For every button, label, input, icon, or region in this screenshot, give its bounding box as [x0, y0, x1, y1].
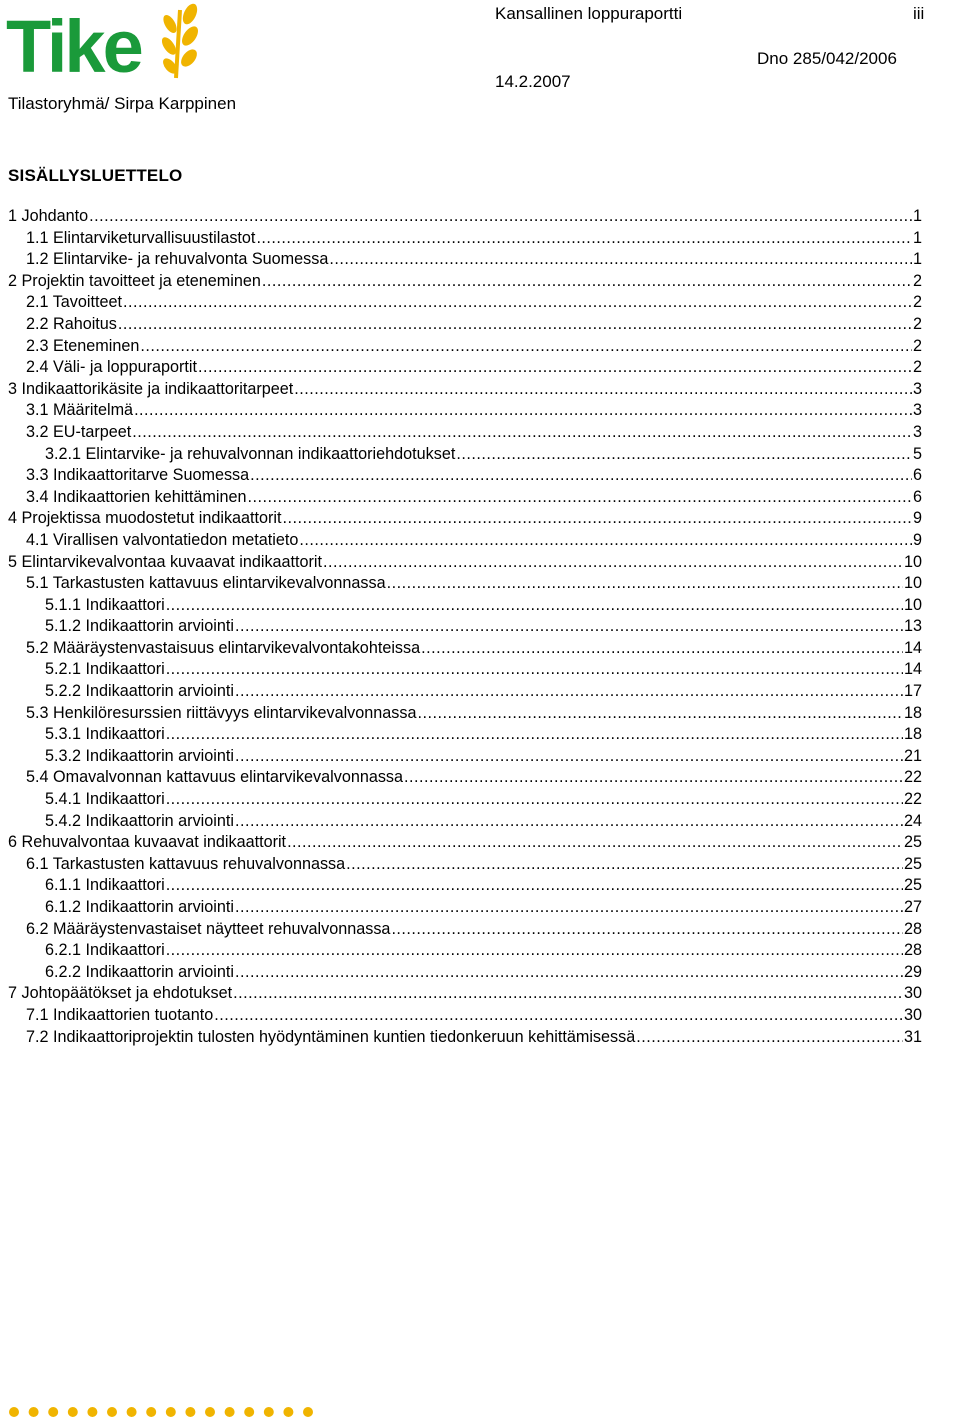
toc-entry-label: 3.3 Indikaattoritarve Suomessa [26, 466, 250, 485]
toc-leader-dots [235, 681, 903, 703]
toc-entry-page: 28 [903, 919, 922, 938]
toc-entry[interactable] [8, 897, 922, 919]
toc-entry-label: 2.2 Rahoitus [26, 314, 117, 333]
toc-entry-page: 25 [903, 854, 922, 873]
toc-entry-page: 6 [912, 487, 922, 506]
toc-entry[interactable] [8, 983, 922, 1005]
toc-entry-label: 6 Rehuvalvontaa kuvaavat indikaattorit [8, 833, 287, 852]
toc-entry-page: 29 [903, 962, 922, 981]
footer-dot [9, 1407, 19, 1417]
toc-entry-page: 22 [903, 790, 922, 809]
toc-entry[interactable] [8, 854, 922, 876]
toc-entry-page: 5 [912, 444, 922, 463]
toc-leader-dots [636, 1027, 903, 1049]
toc-leader-dots [166, 875, 903, 897]
toc-entry-label: 5.4.2 Indikaattorin arviointi [45, 811, 234, 830]
toc-entry-label: 3.2 EU-tarpeet [26, 422, 132, 441]
toc-entry-label: 2.1 Tavoitteet [26, 293, 122, 312]
toc-leader-dots [235, 962, 903, 984]
toc-entry[interactable] [8, 422, 922, 444]
toc-entry-page: 2 [912, 293, 922, 312]
toc-leader-dots [166, 940, 903, 962]
toc-entry-label: 6.1.1 Indikaattori [45, 876, 165, 895]
toc-entry[interactable] [8, 508, 922, 530]
toc-leader-dots [123, 292, 912, 314]
table-of-contents [8, 206, 922, 1048]
toc-entry[interactable] [8, 1027, 922, 1049]
document-number: Dno 285/042/2006 [757, 49, 897, 68]
toc-entry-label: 5.1.2 Indikaattorin arviointi [45, 617, 234, 636]
toc-entry-page: 9 [912, 530, 922, 549]
toc-leader-dots [198, 357, 912, 379]
toc-leader-dots [404, 767, 903, 789]
toc-entry-page: 10 [903, 595, 922, 614]
toc-entry-label: 5.2.1 Indikaattori [45, 660, 165, 679]
toc-entry-label: 3 Indikaattorikäsite ja indikaattoritarpeet [8, 379, 294, 398]
toc-entry-page: 13 [903, 617, 922, 636]
toc-leader-dots [256, 228, 912, 250]
toc-entry-label: 6.2.1 Indikaattori [45, 941, 165, 960]
toc-entry[interactable] [8, 1005, 922, 1027]
toc-entry[interactable] [8, 249, 922, 271]
toc-leader-dots [233, 983, 903, 1005]
toc-entry[interactable] [8, 659, 922, 681]
tike-logo [6, 2, 202, 80]
footer-dot [205, 1407, 215, 1417]
footer-dot-row [8, 1404, 960, 1420]
toc-entry-label: 3.4 Indikaattorien kehittäminen [26, 487, 247, 506]
toc-leader-dots [417, 703, 903, 725]
toc-entry-page: 2 [912, 336, 922, 355]
toc-entry-page: 10 [903, 574, 922, 593]
toc-entry-page: 10 [903, 552, 922, 571]
toc-entry-label: 5.2.2 Indikaattorin arviointi [45, 682, 234, 701]
toc-entry-page: 2 [912, 271, 922, 290]
toc-leader-dots [235, 746, 903, 768]
toc-entry[interactable] [8, 228, 922, 250]
toc-entry[interactable] [8, 552, 922, 574]
toc-entry-page: 1 [912, 228, 922, 247]
footer-dot [127, 1407, 137, 1417]
footer-dot [87, 1407, 97, 1417]
toc-entry-label: 5.1.1 Indikaattori [45, 595, 165, 614]
toc-entry[interactable] [8, 681, 922, 703]
toc-entry-page: 30 [903, 1005, 922, 1024]
toc-entry[interactable] [8, 703, 922, 725]
toc-entry-page: 25 [903, 833, 922, 852]
toc-leader-dots [247, 487, 912, 509]
toc-entry[interactable] [8, 336, 922, 358]
toc-entry-label: 5.2 Määräystenvastaisuus elintarvikevalvontakohteissa [26, 638, 421, 657]
toc-entry[interactable] [8, 595, 922, 617]
toc-entry-page: 6 [912, 466, 922, 485]
page-number: iii [913, 4, 925, 23]
toc-entry-page: 9 [912, 509, 922, 528]
toc-entry-label: 7 Johtopäätökset ja ehdotukset [8, 984, 233, 1003]
footer-dot [303, 1407, 313, 1417]
footer-dot [283, 1407, 293, 1417]
toc-entry-page: 14 [903, 660, 922, 679]
toc-leader-dots [118, 314, 912, 336]
toc-entry-page: 3 [912, 422, 922, 441]
toc-entry-label: 5.4.1 Indikaattori [45, 790, 165, 809]
toc-entry[interactable] [8, 206, 922, 228]
toc-entry[interactable] [8, 789, 922, 811]
toc-entry-label: 3.2.1 Elintarvike- ja rehuvalvonnan indikaattoriehdotukset [45, 444, 456, 463]
toc-entry-page: 17 [903, 682, 922, 701]
toc-entry-label: 2.3 Eteneminen [26, 336, 140, 355]
toc-entry-label: 2 Projektin tavoitteet ja eteneminen [8, 271, 261, 290]
footer-dot [48, 1407, 58, 1417]
toc-entry-label: 6.1.2 Indikaattorin arviointi [45, 898, 234, 916]
toc-leader-dots [262, 271, 912, 293]
toc-entry[interactable] [8, 292, 922, 314]
toc-leader-dots [456, 444, 912, 466]
footer-dot [264, 1407, 274, 1417]
toc-entry-label: 1 Johdanto [8, 207, 89, 225]
toc-entry-page: 1 [912, 250, 922, 269]
toc-entry-page: 25 [903, 876, 922, 895]
toc-leader-dots [287, 832, 903, 854]
footer-dot [166, 1407, 176, 1417]
toc-entry[interactable] [8, 724, 922, 746]
toc-leader-dots [250, 465, 912, 487]
toc-entry-label: 4.1 Virallisen valvontatiedon metatieto [26, 530, 299, 549]
toc-leader-dots [132, 422, 912, 444]
toc-entry[interactable] [8, 465, 922, 487]
toc-entry[interactable] [8, 271, 922, 293]
toc-leader-dots [323, 552, 903, 574]
toc-leader-dots [89, 206, 912, 228]
toc-entry[interactable] [8, 573, 922, 595]
toc-leader-dots [235, 616, 903, 638]
report-date: 14.2.2007 [495, 72, 571, 91]
toc-entry-label: 3.1 Määritelmä [26, 401, 134, 420]
toc-entry-label: 5 Elintarvikevalvontaa kuvaavat indikaattorit [8, 552, 323, 571]
author: Tilastoryhmä/ Sirpa Karppinen [8, 94, 237, 113]
footer-dot [68, 1407, 78, 1417]
toc-leader-dots [140, 336, 912, 358]
toc-entry[interactable] [8, 919, 922, 941]
toc-leader-dots [235, 897, 903, 919]
toc-entry[interactable] [8, 400, 922, 422]
toc-entry-page: 14 [903, 638, 922, 657]
toc-leader-dots [299, 530, 912, 552]
toc-entry-page: 22 [903, 768, 922, 787]
toc-entry-page: 31 [903, 1027, 922, 1046]
footer-dot [107, 1407, 117, 1417]
report-title: Kansallinen loppuraportti [495, 4, 683, 23]
toc-leader-dots [391, 919, 903, 941]
toc-leader-dots [166, 724, 903, 746]
toc-entry[interactable] [8, 767, 922, 789]
toc-entry-page: 28 [903, 941, 922, 960]
toc-entry[interactable] [8, 530, 922, 552]
toc-leader-dots [421, 638, 903, 660]
toc-leader-dots [387, 573, 903, 595]
toc-leader-dots [283, 508, 912, 530]
toc-entry-page: 2 [912, 314, 922, 333]
footer-dot [244, 1407, 254, 1417]
toc-entry-label: 4 Projektissa muodostetut indikaattorit [8, 509, 282, 528]
toc-entry[interactable] [8, 314, 922, 336]
toc-entry[interactable] [8, 962, 922, 984]
toc-leader-dots [134, 400, 912, 422]
toc-entry-label: 7.2 Indikaattoriprojektin tulosten hyödyntäminen kuntien tiedonkeruun kehittämisessä [26, 1027, 636, 1046]
toc-entry-page: 2 [912, 358, 922, 377]
logo-wordmark: Tike [6, 5, 141, 80]
toc-leader-dots [294, 379, 912, 401]
toc-entry-label: 7.1 Indikaattorien tuotanto [26, 1005, 214, 1024]
toc-leader-dots [329, 249, 912, 271]
toc-entry-page: 21 [903, 746, 922, 765]
toc-entry-label: 2.4 Väli- ja loppuraportit [26, 358, 197, 377]
toc-entry-label: 1.2 Elintarvike- ja rehuvalvonta Suomessa [26, 250, 329, 269]
toc-entry-page: 3 [912, 401, 922, 420]
toc-leader-dots [346, 854, 903, 876]
toc-entry-page: 30 [903, 984, 922, 1003]
toc-entry[interactable] [8, 940, 922, 962]
toc-entry[interactable] [8, 832, 922, 854]
toc-entry-label: 1.1 Elintarviketurvallisuustilastot [26, 228, 256, 247]
footer-dot [225, 1407, 235, 1417]
toc-entry-page: 27 [903, 898, 922, 916]
toc-entry-label: 5.4 Omavalvonnan kattavuus elintarvikevalvonnassa [26, 768, 404, 787]
toc-entry-label: 5.3 Henkilöresurssien riittävyys elintarvikevalvonnassa [26, 703, 417, 722]
toc-entry[interactable] [8, 487, 922, 509]
toc-leader-dots [166, 789, 903, 811]
toc-entry-page: 18 [903, 703, 922, 722]
toc-leader-dots [166, 659, 903, 681]
toc-entry-label: 6.2.2 Indikaattorin arviointi [45, 962, 234, 981]
footer-dot [185, 1407, 195, 1417]
toc-entry-label: 6.1 Tarkastusten kattavuus rehuvalvonnassa [26, 854, 346, 873]
toc-entry-label: 6.2 Määräystenvastaiset näytteet rehuvalvonnassa [26, 919, 391, 938]
toc-title: SISÄLLYSLUETTELO [8, 166, 183, 185]
toc-entry[interactable] [8, 875, 922, 897]
toc-entry-page: 18 [903, 725, 922, 744]
toc-entry-page: 1 [912, 207, 922, 225]
toc-entry[interactable] [8, 811, 922, 833]
footer-dot [29, 1407, 39, 1417]
toc-entry[interactable] [8, 379, 922, 401]
toc-entry-page: 3 [912, 379, 922, 398]
wheat-icon [159, 2, 201, 78]
toc-leader-dots [235, 811, 903, 833]
toc-entry[interactable] [8, 357, 922, 379]
toc-entry[interactable] [8, 746, 922, 768]
toc-entry[interactable] [8, 616, 922, 638]
toc-entry[interactable] [8, 638, 922, 660]
toc-entry-label: 5.3.2 Indikaattorin arviointi [45, 746, 234, 765]
toc-leader-dots [214, 1005, 903, 1027]
footer-dot [146, 1407, 156, 1417]
toc-entry-page: 24 [903, 811, 922, 830]
toc-entry[interactable] [8, 444, 922, 466]
toc-leader-dots [166, 595, 903, 617]
toc-entry-label: 5.3.1 Indikaattori [45, 725, 165, 744]
toc-entry-label: 5.1 Tarkastusten kattavuus elintarvikevalvonnassa [26, 574, 386, 593]
